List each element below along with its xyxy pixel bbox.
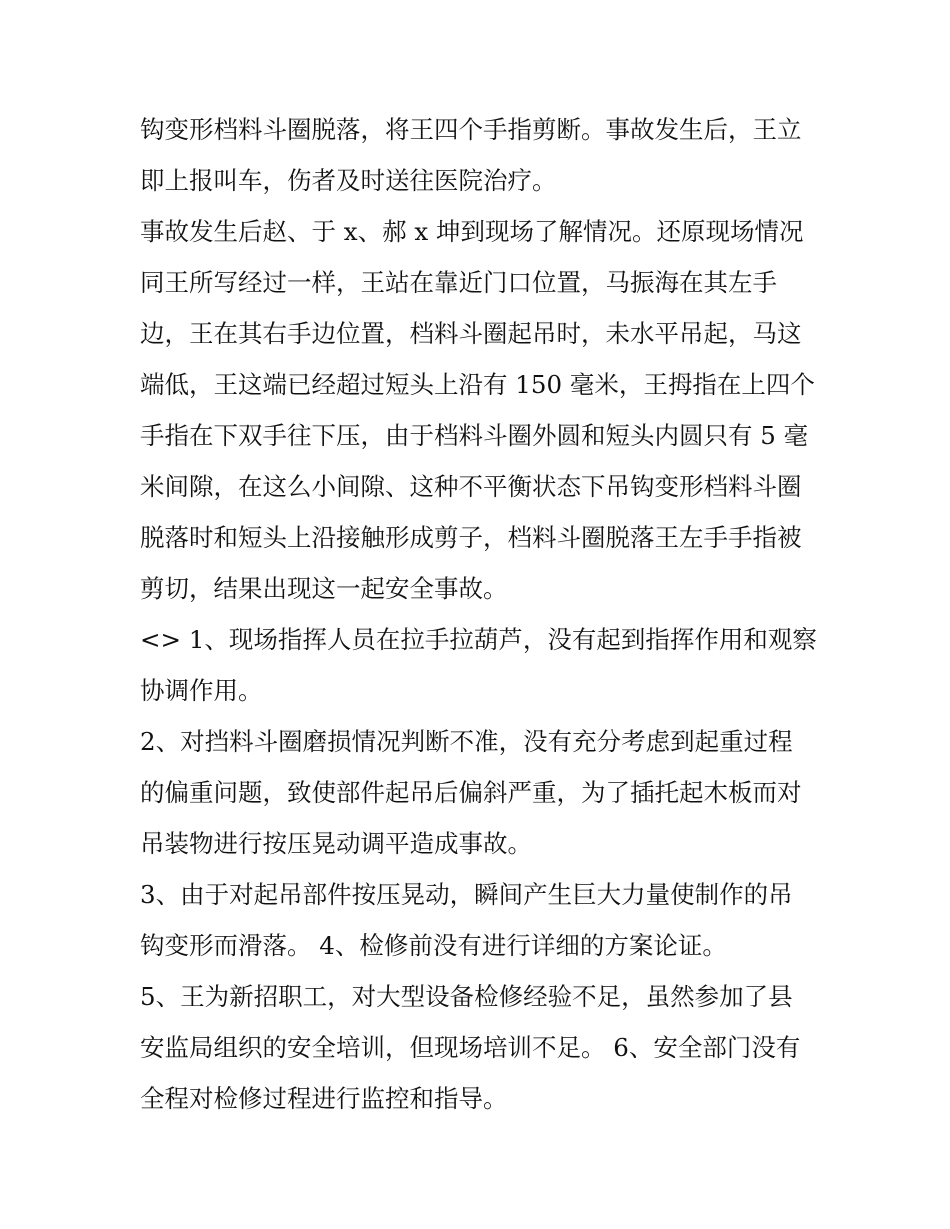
text-line: 3、由于对起吊部件按压晃动，瞬间产生巨大力量使制作的吊 (140, 880, 793, 909)
text-line: 剪切，结果出现这一起安全事故。 (140, 574, 508, 603)
text-line: <> 1、现场指挥人员在拉手拉葫芦，没有起到指挥作用和观察 (140, 625, 817, 654)
text-line: 全程对检修过程进行监控和指导。 (140, 1084, 508, 1113)
body-text (140, 104, 820, 1124)
text-line: 吊装物进行按压晃动调平造成事故。 (140, 829, 532, 858)
text-line: 同王所写经过一样，王站在靠近门口位置，马振海在其左手 (140, 268, 777, 297)
text-line: 协调作用。 (140, 676, 263, 705)
text-line: 的偏重问题，致使部件起吊后偏斜严重，为了插托起木板而对 (140, 778, 802, 807)
text-line: 即上报叫车，伤者及时送往医院治疗。 (140, 166, 557, 195)
text-line: 安监局组织的安全培训，但现场培训不足。 6、安全部门没有 (140, 1033, 801, 1062)
text-line: 事故发生后赵、于 x、郝 x 坤到现场了解情况。还原现场情况 (140, 217, 804, 246)
text-line: 脱落时和短头上沿接触形成剪子，档料斗圈脱落王左手手指被 (140, 523, 802, 552)
text-line: 边，王在其右手边位置，档料斗圈起吊时，未水平吊起，马这 (140, 319, 802, 348)
text-line: 2、对挡料斗圈磨损情况判断不准，没有充分考虑到起重过程 (140, 727, 793, 756)
text-line: 端低，王这端已经超过短头上沿有 150 毫米，王拇指在上四个 (140, 370, 815, 399)
text-line: 钩变形档料斗圈脱落，将王四个手指剪断。事故发生后，王立 (140, 115, 802, 144)
text-line: 钩变形而滑落。 4、检修前没有进行详细的方案论证。 (140, 931, 727, 960)
text-line: 5、王为新招职工，对大型设备检修经验不足，虽然参加了县 (140, 982, 793, 1011)
text-line: 米间隙，在这么小间隙、这种不平衡状态下吊钩变形档料斗圈 (140, 472, 802, 501)
text-line: 手指在下双手往下压，由于档料斗圈外圆和短头内圆只有 5 毫 (140, 421, 809, 450)
